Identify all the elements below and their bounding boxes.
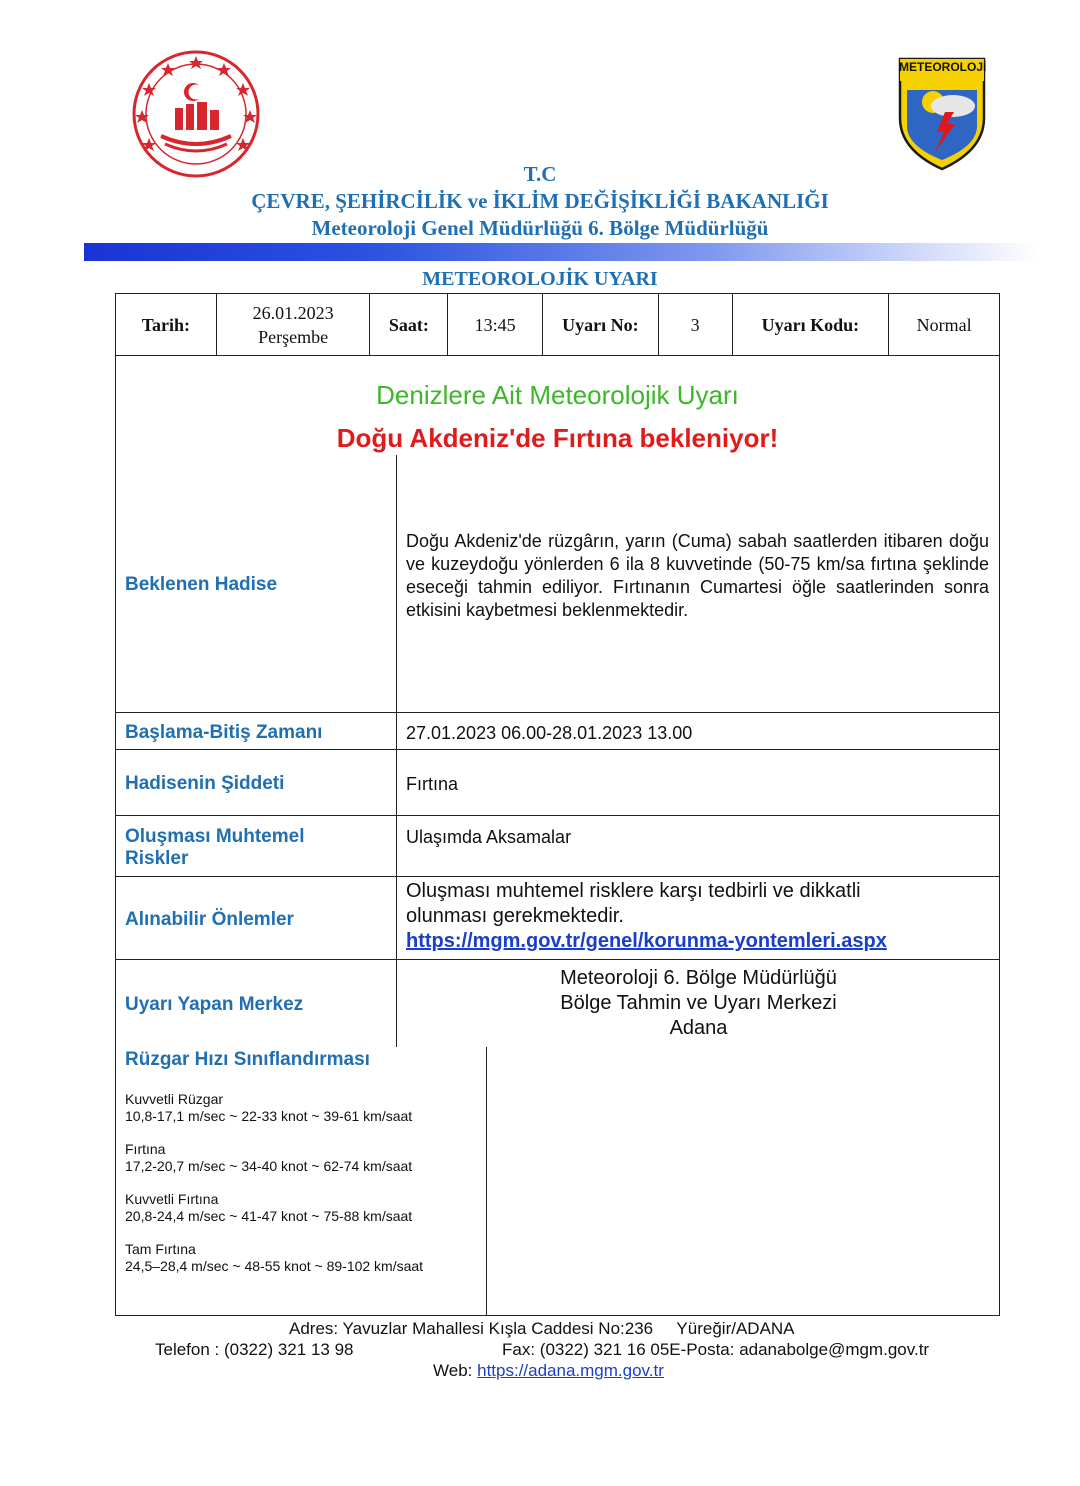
divider bbox=[486, 1047, 487, 1316]
time-value: 13:45 bbox=[448, 294, 543, 355]
footer-fax-email: Fax: (0322) 321 16 05E-Posta: adanabolge@mgm.gov.tr bbox=[502, 1340, 930, 1359]
divider bbox=[396, 455, 397, 1047]
header-tc: T.C bbox=[523, 162, 557, 186]
day-value: Perşembe bbox=[258, 326, 329, 347]
wind-class-range: 24,5–28,4 m/sec ~ 48-55 knot ~ 89-102 km/saat bbox=[125, 1258, 424, 1274]
warning-code-value: Normal bbox=[916, 314, 972, 335]
main-headline: Doğu Akdeniz'de Fırtına bekleniyor! bbox=[336, 423, 779, 453]
wind-class-item bbox=[125, 1141, 412, 1175]
warning-code-label: Uyarı Kodu: bbox=[733, 294, 890, 355]
wind-class-range: 20,8-24,4 m/sec ~ 41-47 knot ~ 75-88 km/saat bbox=[125, 1208, 413, 1224]
divider bbox=[115, 959, 1000, 960]
wind-class-item bbox=[125, 1241, 423, 1275]
risks-label-line2: Riskler bbox=[125, 848, 189, 869]
risks-value: Ulaşımda Aksamalar bbox=[406, 827, 572, 847]
divider bbox=[115, 749, 1000, 750]
wind-class-name: Kuvvetli Fırtına bbox=[125, 1191, 219, 1207]
footer-web-label: Web: bbox=[433, 1361, 473, 1380]
header-directorate: Meteoroloji Genel Müdürlüğü 6. Bölge Müdürlüğü bbox=[311, 216, 769, 240]
expected-event-text: Doğu Akdeniz'de rüzgârın, yarın (Cuma) sabah saatlerden itibaren doğu ve kuzeydoğu yönlerden 6 ila 8 kuvvetinde (50-75 km/sa fırtına şeklinde eseceği tahmin ediliyor. Fırtınanın Cumartesi öğle saatlerinden sonra etkisini kaybetmesi beklenmektedir. bbox=[406, 531, 989, 620]
wind-class-range: 17,2-20,7 m/sec ~ 34-40 knot ~ 62-74 km/saat bbox=[125, 1158, 413, 1174]
divider bbox=[115, 815, 1000, 816]
footer-web bbox=[433, 1361, 664, 1381]
footer-web-link[interactable]: https://adana.mgm.gov.tr bbox=[477, 1361, 664, 1380]
measures-text bbox=[406, 879, 887, 954]
center-line1: Meteoroloji 6. Bölge Müdürlüğü bbox=[560, 967, 837, 989]
severity-value: Fırtına bbox=[406, 774, 459, 794]
warning-no-value: 3 bbox=[659, 294, 733, 355]
subtitle-headline: Denizlere Ait Meteorolojik Uyarı bbox=[376, 380, 739, 410]
document-title: METEOROLOJİK UYARI bbox=[422, 268, 658, 290]
expected-event-label: Beklenen Hadise bbox=[125, 574, 278, 595]
divider bbox=[115, 712, 1000, 713]
wind-class-name: Kuvvetli Rüzgar bbox=[125, 1091, 224, 1107]
date-cell bbox=[217, 294, 371, 355]
date-label: Tarih: bbox=[116, 294, 217, 355]
measures-line1: Oluşması muhtemel risklere karşı tedbirli ve dikkatli bbox=[406, 880, 861, 902]
footer-address: Adres: Yavuzlar Mahallesi Kışla Caddesi No:236 Yüreğir/ADANA bbox=[289, 1319, 795, 1338]
divider bbox=[115, 876, 1000, 877]
center-line3: Adana bbox=[669, 1017, 728, 1039]
warning-no-label: Uyarı No: bbox=[543, 294, 659, 355]
issuing-center-label: Uyarı Yapan Merkez bbox=[125, 994, 304, 1015]
time-label: Saat: bbox=[370, 294, 448, 355]
risks-label-line1: Oluşması Muhtemel bbox=[125, 826, 305, 847]
date-value: 26.01.2023 bbox=[252, 302, 334, 323]
header-ministry: ÇEVRE, ŞEHİRCİLİK ve İKLİM DEĞİŞİKLİĞİ BAKANLIĞI bbox=[251, 189, 829, 213]
center-line2: Bölge Tahmin ve Uyarı Merkezi bbox=[560, 992, 837, 1014]
measures-line2: olunması gerekmektedir. bbox=[406, 905, 624, 927]
footer-phone: Telefon : (0322) 321 13 98 bbox=[155, 1340, 354, 1359]
start-end-value: 27.01.2023 06.00-28.01.2023 13.00 bbox=[406, 723, 693, 743]
risks-label bbox=[125, 826, 305, 870]
header-divider-bar bbox=[84, 243, 1039, 261]
wind-class-item bbox=[125, 1091, 412, 1125]
severity-label: Hadisenin Şiddeti bbox=[125, 773, 285, 794]
wind-classification-title: Rüzgar Hızı Sınıflandırması bbox=[125, 1049, 370, 1070]
meteoroloji-logo-text: METEOROLOJİ bbox=[899, 60, 987, 74]
protection-methods-link[interactable]: https://mgm.gov.tr/genel/korunma-yontemleri.aspx bbox=[406, 930, 887, 952]
wind-class-range: 10,8-17,1 m/sec ~ 22-33 knot ~ 39-61 km/saat bbox=[125, 1108, 413, 1124]
info-table bbox=[115, 293, 1000, 356]
wind-class-item bbox=[125, 1191, 412, 1225]
wind-class-name: Tam Fırtına bbox=[125, 1241, 196, 1257]
wind-class-name: Fırtına bbox=[125, 1141, 166, 1157]
issuing-center-value bbox=[397, 966, 1000, 1041]
measures-label: Alınabilir Önlemler bbox=[125, 909, 294, 930]
ministry-seal-logo bbox=[131, 50, 261, 178]
start-end-label: Başlama-Bitiş Zamanı bbox=[125, 722, 323, 743]
